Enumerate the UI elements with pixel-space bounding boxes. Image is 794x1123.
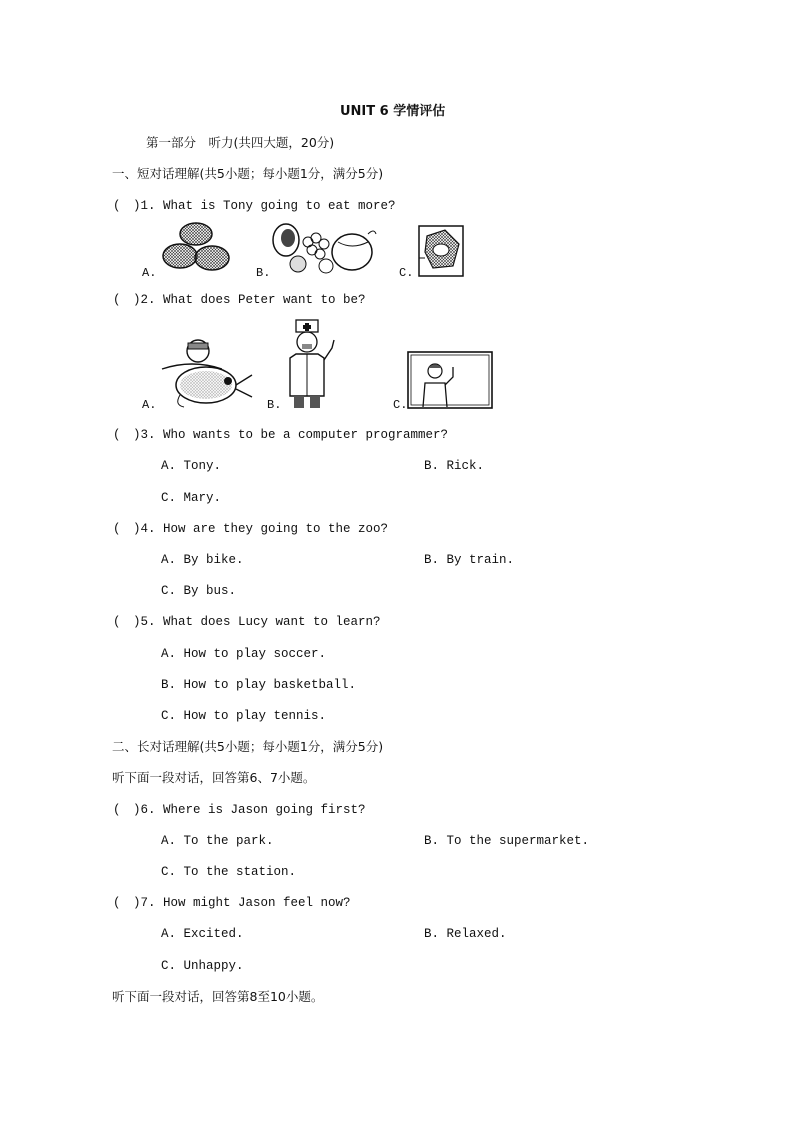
fruits-image — [268, 220, 380, 276]
option-2a: A. — [142, 398, 157, 412]
option-5c: C. How to play tennis. — [161, 709, 327, 723]
question-7: ( )7. How might Jason feel now? — [113, 896, 351, 910]
question-4: ( )4. How are they going to the zoo? — [113, 522, 389, 536]
question-1: ( )1. What is Tony going to eat more? — [113, 199, 396, 213]
question-2: ( )2. What does Peter want to be? — [113, 293, 366, 307]
option-3a: A. Tony. — [161, 459, 222, 473]
section-heading-2: 二、长对话理解(共5小题；每小题1分，满分5分) — [112, 739, 384, 754]
option-4c: C. By bus. — [161, 584, 237, 598]
section-heading-1: 一、短对话理解(共5小题；每小题1分，满分5分) — [112, 166, 384, 181]
option-7c: C. Unhappy. — [161, 959, 244, 973]
pilot-plane-image — [152, 335, 256, 411]
page-title: UNIT 6 学情评估 — [340, 104, 446, 119]
option-2c: C. — [393, 398, 408, 412]
option-5b: B. How to play basketball. — [161, 678, 357, 692]
question-5: ( )5. What does Lucy want to learn? — [113, 615, 381, 629]
listening-instruction-1: 听下面一段对话，回答第6、7小题。 — [112, 770, 316, 785]
option-6c: C. To the station. — [161, 865, 297, 879]
meat-plate-image — [415, 222, 467, 280]
option-1b: B. — [256, 266, 271, 280]
option-2b: B. — [267, 398, 282, 412]
option-1c: C. — [399, 266, 414, 280]
teacher-blackboard-image — [407, 351, 493, 409]
option-7b: B. Relaxed. — [424, 927, 507, 941]
option-6a: A. To the park. — [161, 834, 274, 848]
option-3b: B. Rick. — [424, 459, 485, 473]
option-6b: B. To the supermarket. — [424, 834, 590, 848]
option-4a: A. By bike. — [161, 553, 244, 567]
question-6: ( )6. Where is Jason going first? — [113, 803, 366, 817]
option-4b: B. By train. — [424, 553, 515, 567]
option-7a: A. Excited. — [161, 927, 244, 941]
part-heading: 第一部分 听力(共四大题，20分) — [146, 135, 335, 150]
question-3: ( )3. Who wants to be a computer programmer? — [113, 428, 449, 442]
listening-instruction-2: 听下面一段对话，回答第8至10小题。 — [112, 989, 324, 1004]
option-5a: A. How to play soccer. — [161, 647, 327, 661]
option-1a: A. — [142, 266, 157, 280]
doctor-image — [280, 318, 338, 412]
pies-image — [160, 218, 236, 276]
option-3c: C. Mary. — [161, 491, 222, 505]
